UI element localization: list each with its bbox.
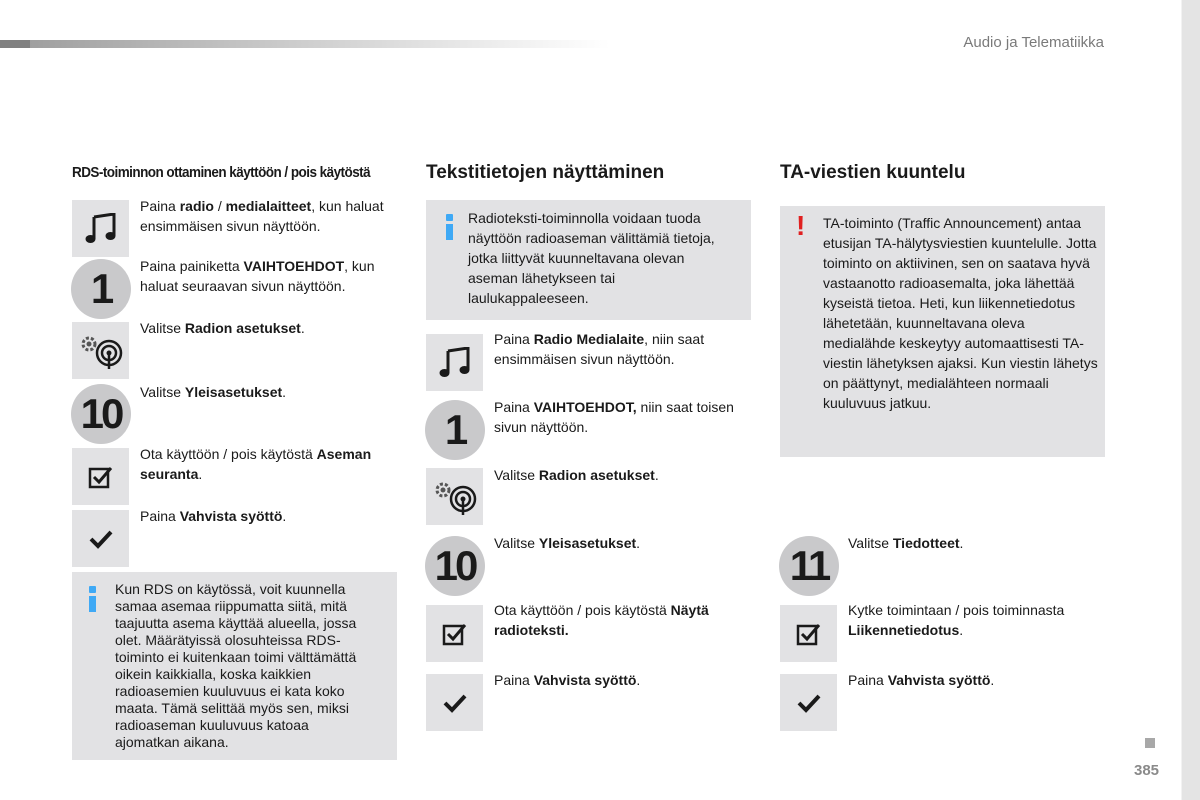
header-bar-accent (0, 40, 30, 48)
step-text: Valitse Radion asetukset. (140, 320, 305, 336)
info-note (426, 200, 751, 320)
step-number-badge: 11 (779, 536, 839, 596)
section-title: Audio ja Telematiikka (963, 34, 1104, 51)
info-icon (89, 586, 97, 612)
step-number-badge: 1 (71, 259, 131, 319)
info-note (72, 572, 397, 760)
note-text: Radioteksti-toiminnolla voidaan tuoda näyttöön radioaseman välittämiä tietoja, jotka liittyvät kuunneltavana olevan aseman lähetykseen tai laulukappaleeseen. (468, 210, 715, 306)
step-text: Paina painiketta VAIHTOEHDOT, kun haluat seuraavan sivun näyttöön. (140, 258, 375, 294)
step-text: Valitse Yleisasetukset. (494, 535, 641, 551)
checkbox-icon (72, 448, 129, 505)
note-text: TA-toiminto (Traffic Announcement) antaa etusijan TA-hälytysviestien kuuntelulle. Jotta toiminto on aktiivinen, sen on saatava hyvä vastaanotto radioasemalta, joka lähettää kyseistä tietoa. Heti, kun liikennetiedotus lähetetään, kuunneltavana oleva medialähde keskeytyy automaattisesti TA-viestin lähetyksen ajaksi. Kun viestin lähetys on päättynyt, medialähteen normaali kuuluvuus jatkuu. (823, 215, 1098, 411)
music-note-icon (426, 334, 483, 391)
step-number-badge: 1 (425, 400, 485, 460)
page-edge-line (1181, 0, 1182, 800)
step-text: Paina VAIHTOEHDOT, niin saat toisen sivun näyttöön. (494, 399, 734, 435)
music-note-icon (72, 200, 129, 257)
column-title-radiotext: Tekstitietojen näyttäminen (426, 162, 665, 183)
page-marker (1145, 738, 1155, 748)
checkbox-icon (780, 605, 837, 662)
checkmark-icon (72, 510, 129, 567)
column-title-rds: RDS-toiminnon ottaminen käyttöön / pois käytöstä (72, 164, 371, 181)
step-text: Kytke toimintaan / pois toiminnasta Liikennetiedotus. (848, 602, 1065, 638)
step-text: Valitse Radion asetukset. (494, 467, 659, 483)
step-text: Ota käyttöön / pois käytöstä Näytä radioteksti. (494, 602, 709, 638)
column-title-ta: TA-viestien kuuntelu (780, 162, 966, 183)
note-text: Kun RDS on käytössä, voit kuunnella samaa asemaa riippumatta siitä, mitä taajuutta asema käyttää alueella, jossa olet. Määrätyissä olosuhteissa RDS-toiminto ei kuitenkaan toimi välttämättä oikein kaikkialla, koska kaikkien radioasemien kuuluvuus ei kata koko maata. Tämä selittää myös sen, miksi radioaseman kuuluvuus katoaa ajomatkan aikana. (115, 581, 357, 750)
info-icon (446, 214, 454, 240)
step-number-badge: 10 (71, 384, 131, 444)
warning-icon: ! (796, 210, 806, 241)
step-text: Paina Vahvista syöttö. (494, 672, 641, 688)
step-text: Paina Vahvista syöttö. (848, 672, 995, 688)
step-text: Ota käyttöön / pois käytöstä Aseman seuranta. (140, 446, 372, 482)
step-text: Valitse Tiedotteet. (848, 535, 964, 551)
step-text: Paina Vahvista syöttö. (140, 508, 287, 524)
page-edge-bar (1182, 0, 1200, 800)
checkmark-icon (426, 674, 483, 731)
checkmark-icon (780, 674, 837, 731)
radio-settings-icon (72, 322, 129, 379)
step-text: Valitse Yleisasetukset. (140, 384, 287, 400)
checkbox-icon (426, 605, 483, 662)
header-gradient-bar (0, 40, 610, 48)
warning-note (780, 206, 1105, 457)
page-number: 385 (1134, 762, 1160, 779)
step-text: Paina radio / medialaitteet, kun haluat ensimmäisen sivun näyttöön. (140, 198, 384, 234)
step-number-badge: 10 (425, 536, 485, 596)
step-text: Paina Radio Medialaite, niin saat ensimmäisen sivun näyttöön. (494, 331, 705, 367)
radio-settings-icon (426, 468, 483, 525)
